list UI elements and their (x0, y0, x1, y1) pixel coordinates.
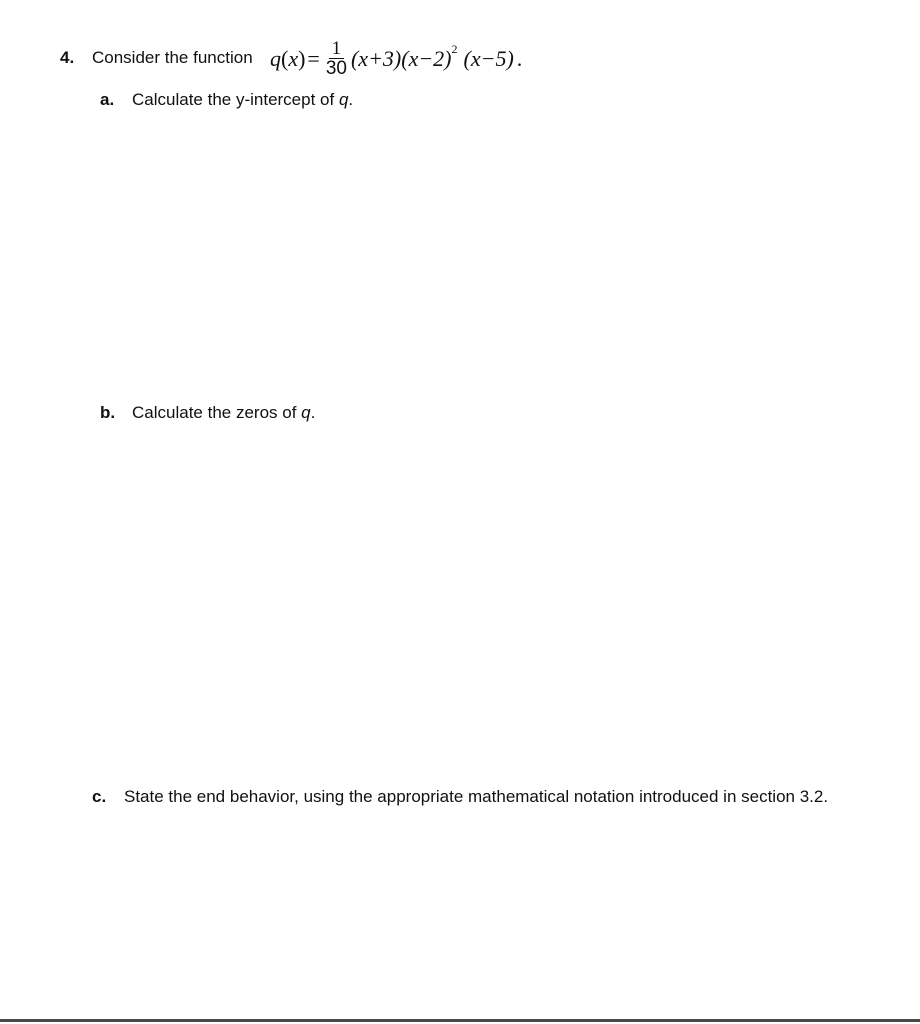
formula-period: . (516, 46, 523, 71)
part-b-variable: q (301, 403, 311, 422)
part-b-period: . (310, 403, 316, 422)
function-formula (270, 34, 522, 84)
function-equals: = (307, 46, 320, 71)
factor-3: (x−5) (463, 46, 514, 71)
part-b-text: Calculate the zeros of (132, 403, 297, 422)
part-a-period: . (348, 90, 354, 109)
question-intro: Consider the function (92, 48, 253, 67)
coefficient-fraction (323, 39, 350, 79)
factor-2: (x−2) (401, 46, 452, 71)
fraction-denominator: 30 (325, 58, 347, 79)
part-b-prompt (132, 403, 315, 423)
part-a-variable: q (338, 90, 349, 109)
fraction-numerator: 1 (329, 39, 345, 59)
bottom-divider (0, 1019, 920, 1022)
factor-2-exponent: 2 (451, 41, 458, 56)
part-c-label: c. (92, 787, 107, 806)
part-b-label: b. (100, 403, 116, 422)
part-c-text: State the end behavior, using the appropriate mathematical notation introduced in section 3.2. (124, 787, 829, 806)
function-close-paren: ) (298, 46, 306, 71)
factor-1: (x+3) (350, 46, 402, 71)
part-a-prompt (132, 90, 353, 110)
function-open-paren: ( (281, 46, 289, 71)
part-a-text: Calculate the y-intercept of (132, 90, 335, 109)
part-a-label: a. (100, 90, 115, 109)
function-variable: x (288, 46, 299, 71)
question-number: 4. (60, 48, 75, 67)
function-name: q (270, 46, 281, 71)
